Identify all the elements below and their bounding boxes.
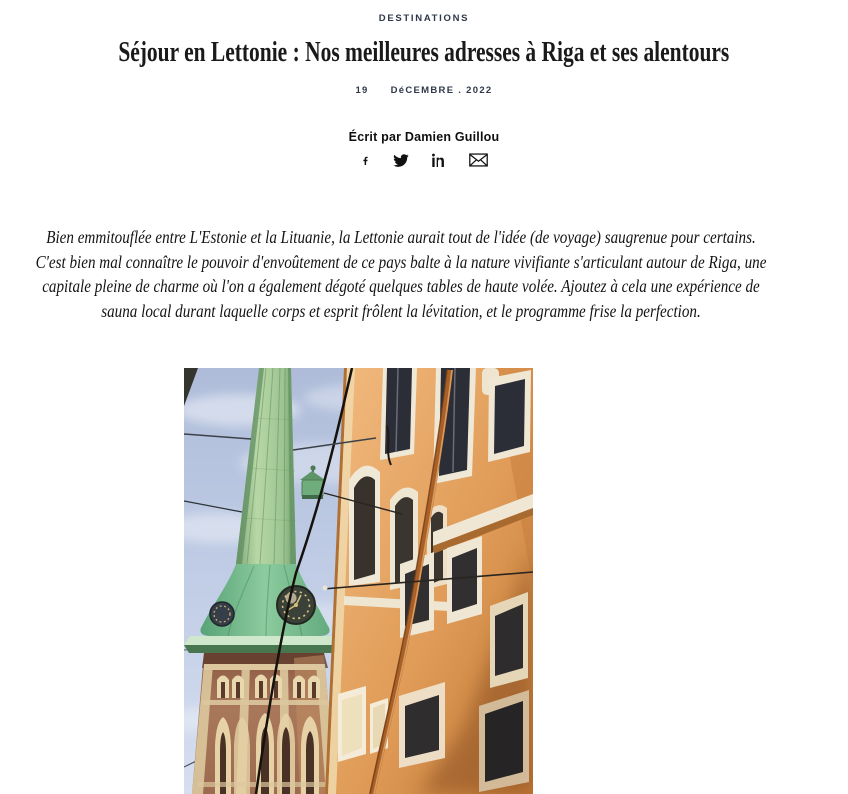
social-share-row (0, 152, 848, 168)
photo-brick-tower (192, 653, 336, 794)
author-byline: Écrit par Damien Guillou (348, 130, 500, 144)
publish-date (0, 85, 848, 96)
article-header (0, 0, 848, 323)
page-title-text: Séjour en Lettonie : Nos meilleures adresses à Riga et ses alentours (118, 36, 730, 68)
twitter-icon[interactable] (393, 154, 409, 167)
riga-photo-illustration (184, 368, 533, 794)
category-label[interactable]: DESTINATIONS (378, 13, 470, 24)
linkedin-icon[interactable] (432, 153, 446, 167)
article-intro: Bien emmitouflée entre L'Estonie et la Lituanie, la Lettonie aurait tout de l'idée (de voyage) saugrenue pour certains. C'est bien mal connaître le pouvoir d'envoûtement de ce pays balte à la nature vivifiante s'articulant autour de Riga, une capitale pleine de charme où l'on a également dégoté quelques tables de haute volée. Ajoutez à cela une expérience de sauna local durant laquelle corps et esprit frôlent la lévitation, et le programme frise la perfection. (35, 227, 767, 321)
facebook-icon[interactable] (361, 153, 370, 168)
publish-date-month-year: DéCEMBRE . 2022 (390, 85, 493, 96)
article-hero-image (184, 368, 533, 794)
page-title (0, 37, 848, 68)
email-icon[interactable] (469, 153, 488, 167)
publish-date-day: 19 (355, 85, 369, 96)
